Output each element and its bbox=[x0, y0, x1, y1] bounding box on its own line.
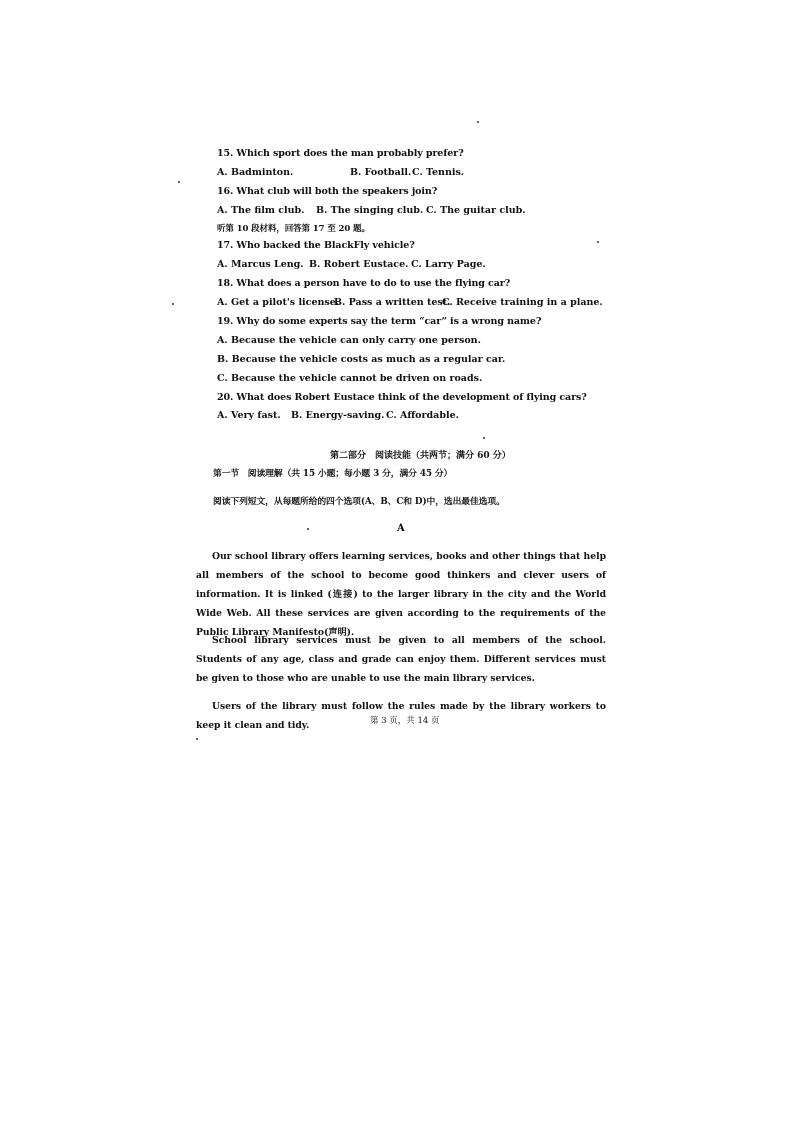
option-17a: A. Marcus Leng. bbox=[217, 259, 304, 270]
option-19a: A. Because the vehicle can only carry one person. bbox=[217, 335, 481, 346]
scan-speck bbox=[172, 303, 174, 305]
option-20b: B. Energy-saving. bbox=[291, 410, 385, 421]
passage-label: A bbox=[397, 523, 405, 534]
option-18b: B. Pass a written test. bbox=[334, 297, 451, 308]
section-title: 第一节 阅读理解（共 15 小题；每小题 3 分，满分 45 分） bbox=[213, 469, 453, 479]
question-17: 17. Who backed the BlackFly vehicle? bbox=[217, 240, 415, 251]
scan-speck bbox=[597, 241, 599, 243]
option-18c: C. Receive training in a plane. bbox=[442, 297, 603, 308]
option-16c: C. The guitar club. bbox=[426, 205, 526, 216]
page-footer: 第 3 页，共 14 页 bbox=[370, 716, 440, 726]
listening-note: 听第 10 段材料，回答第 17 至 20 题。 bbox=[217, 224, 370, 234]
option-15b: B. Football. bbox=[350, 167, 412, 178]
option-17c: C. Larry Page. bbox=[411, 259, 486, 270]
option-19c: C. Because the vehicle cannot be driven on roads. bbox=[217, 373, 483, 384]
option-20a: A. Very fast. bbox=[217, 410, 281, 421]
part-title: 第二部分 阅读技能（共两节；满分 60 分） bbox=[330, 451, 511, 461]
option-17b: B. Robert Eustace. bbox=[309, 259, 409, 270]
option-15a: A. Badminton. bbox=[217, 167, 294, 178]
scan-speck bbox=[196, 738, 198, 740]
scan-speck bbox=[483, 437, 485, 439]
question-20: 20. What does Robert Eustace think of the development of flying cars? bbox=[217, 392, 587, 403]
paragraph-2: School library services must be given to all members of the school. Students of any age, class and grade can enjoy them. Different services must be given to those who are unable to use the main library services. bbox=[196, 635, 606, 684]
option-15c: C. Tennis. bbox=[412, 167, 465, 178]
instruction: 阅读下列短文，从每题所给的四个选项(A、B、C和 D)中，选出最佳选项。 bbox=[213, 497, 505, 507]
scan-speck bbox=[477, 121, 479, 123]
option-18a: A. Get a pilot's license. bbox=[217, 297, 340, 308]
question-19: 19. Why do some experts say the term “car” is a wrong name? bbox=[217, 316, 542, 327]
paragraph-3: Users of the library must follow the rules made by the library workers to keep it clean and tidy. bbox=[196, 701, 606, 731]
option-20c: C. Affordable. bbox=[386, 410, 459, 421]
option-19b: B. Because the vehicle costs as much as a regular car. bbox=[217, 354, 506, 365]
option-16b: B. The singing club. bbox=[316, 205, 424, 216]
question-16: 16. What club will both the speakers join? bbox=[217, 186, 438, 197]
option-16a: A. The film club. bbox=[217, 205, 305, 216]
paragraph-1: Our school library offers learning services, books and other things that help all members of the school to become good thinkers and clever users of information. It is linked (连接) to the larger library in the city and the World Wide Web. All these services are given according to the requirements of the Public Library Manifesto(声明). bbox=[196, 551, 606, 638]
scan-speck bbox=[307, 528, 309, 530]
question-15: 15. Which sport does the man probably prefer? bbox=[217, 148, 464, 159]
question-18: 18. What does a person have to do to use the flying car? bbox=[217, 278, 511, 289]
scan-speck bbox=[178, 181, 180, 183]
